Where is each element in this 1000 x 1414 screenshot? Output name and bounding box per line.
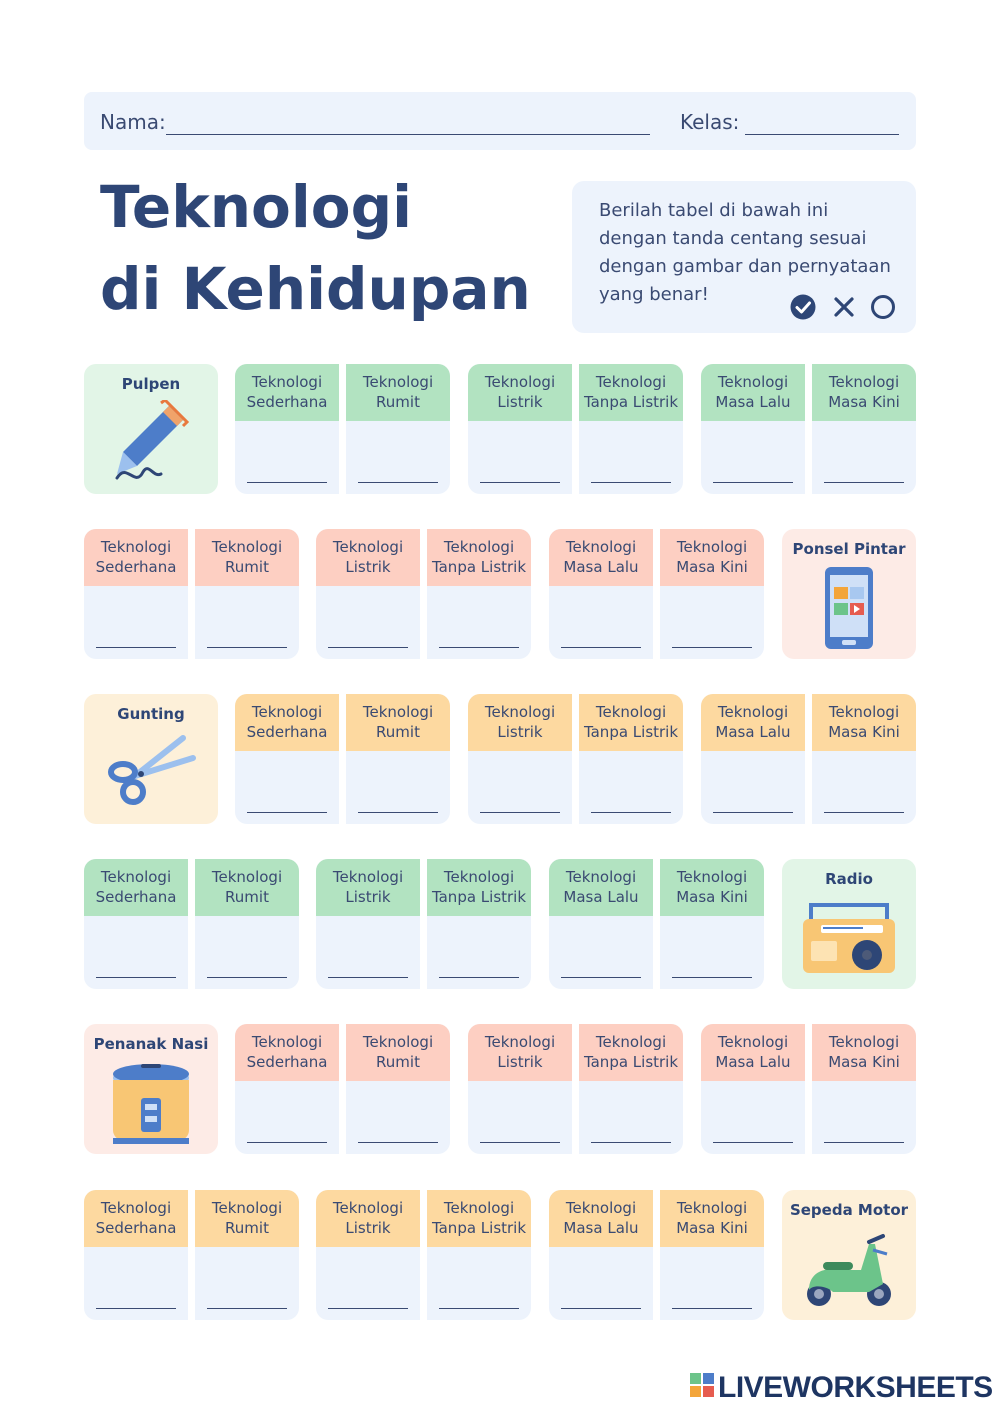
item-name: Pulpen: [121, 375, 181, 393]
cell-header: Teknologi Sederhana: [235, 1024, 339, 1081]
cell-header: Teknologi Tanpa Listrik: [427, 859, 531, 916]
cell-sederhana[interactable]: [84, 1190, 188, 1320]
class-label: Kelas:: [680, 110, 740, 134]
name-class-bar: [84, 92, 916, 150]
cell-listrik[interactable]: [316, 529, 420, 659]
answer-line: [358, 482, 438, 483]
category-group: [84, 529, 299, 659]
cell-masa-kini[interactable]: [660, 859, 764, 989]
cell-tanpa-listrik[interactable]: [427, 859, 531, 989]
cell-masa-lalu[interactable]: [701, 694, 805, 824]
liveworksheets-brand: LIVEWORKSHEETS: [718, 1371, 993, 1404]
answer-line: [672, 647, 752, 648]
answer-line: [328, 977, 408, 978]
category-group: [316, 1190, 531, 1320]
answer-line: [561, 647, 641, 648]
cell-header: Teknologi Sederhana: [235, 364, 339, 421]
instruction-text: Berilah tabel di bawah ini dengan tanda centang sesuai dengan gambar dan pernyataan yang benar!: [599, 200, 891, 305]
cell-masa-kini[interactable]: [812, 364, 916, 494]
cell-header: Teknologi Masa Kini: [660, 529, 764, 586]
category-group: [701, 364, 916, 494]
category-group: [235, 694, 450, 824]
circle-icon: [870, 294, 896, 320]
answer-line: [561, 977, 641, 978]
item-name: Penanak Nasi: [93, 1035, 209, 1053]
cross-icon: [831, 294, 857, 320]
answer-line: [207, 977, 287, 978]
cell-listrik[interactable]: [316, 859, 420, 989]
item-tile-sepeda-motor: [782, 1190, 916, 1320]
cell-rumit[interactable]: [346, 694, 450, 824]
item-tile-ponsel-pintar: [782, 529, 916, 659]
cell-header: Teknologi Masa Lalu: [549, 529, 653, 586]
cell-header: Teknologi Rumit: [195, 1190, 299, 1247]
answer-line: [713, 812, 793, 813]
answer-line: [207, 647, 287, 648]
instruction-box: [572, 181, 916, 333]
cell-masa-kini[interactable]: [812, 1024, 916, 1154]
scooter-icon: [799, 1226, 899, 1316]
cell-header: Teknologi Sederhana: [84, 529, 188, 586]
cell-masa-kini[interactable]: [812, 694, 916, 824]
answer-line: [247, 482, 327, 483]
answer-line: [561, 1308, 641, 1309]
item-name: Gunting: [117, 705, 185, 723]
cell-tanpa-listrik[interactable]: [427, 1190, 531, 1320]
category-group: [316, 859, 531, 989]
cell-rumit[interactable]: [346, 1024, 450, 1154]
cell-header: Teknologi Tanpa Listrik: [427, 529, 531, 586]
cell-sederhana[interactable]: [235, 1024, 339, 1154]
cell-tanpa-listrik[interactable]: [579, 1024, 683, 1154]
cell-masa-kini[interactable]: [660, 529, 764, 659]
cell-header: Teknologi Listrik: [468, 1024, 572, 1081]
cell-rumit[interactable]: [195, 1190, 299, 1320]
answer-line: [328, 647, 408, 648]
cell-header: Teknologi Listrik: [468, 694, 572, 751]
answer-line: [358, 1142, 438, 1143]
cell-sederhana[interactable]: [84, 529, 188, 659]
cell-tanpa-listrik[interactable]: [427, 529, 531, 659]
cell-header: Teknologi Listrik: [316, 529, 420, 586]
liveworksheets-logo-icon: [690, 1373, 714, 1397]
answer-line: [96, 977, 176, 978]
item-tile-gunting: [84, 694, 218, 824]
cell-header: Teknologi Sederhana: [84, 859, 188, 916]
answer-line: [439, 647, 519, 648]
cell-masa-lalu[interactable]: [701, 364, 805, 494]
cell-header: Teknologi Rumit: [346, 694, 450, 751]
answer-line: [672, 1308, 752, 1309]
cell-header: Teknologi Tanpa Listrik: [579, 1024, 683, 1081]
cell-header: Teknologi Tanpa Listrik: [579, 364, 683, 421]
cell-header: Teknologi Rumit: [346, 364, 450, 421]
category-group: [701, 1024, 916, 1154]
cell-header: Teknologi Sederhana: [235, 694, 339, 751]
cell-header: Teknologi Tanpa Listrik: [427, 1190, 531, 1247]
scissors-icon: [101, 730, 201, 820]
page-title-line2: di Kehidupan: [100, 255, 531, 323]
answer-line: [591, 1142, 671, 1143]
answer-line: [480, 1142, 560, 1143]
cell-tanpa-listrik[interactable]: [579, 694, 683, 824]
cell-header: Teknologi Rumit: [346, 1024, 450, 1081]
cell-header: Teknologi Masa Kini: [812, 694, 916, 751]
category-group: [235, 1024, 450, 1154]
cell-header: Teknologi Listrik: [316, 859, 420, 916]
cell-header: Teknologi Masa Lalu: [701, 1024, 805, 1081]
smartphone-icon: [799, 565, 899, 655]
cell-header: Teknologi Tanpa Listrik: [579, 694, 683, 751]
answer-line: [713, 482, 793, 483]
answer-line: [824, 812, 904, 813]
category-group: [316, 529, 531, 659]
cell-header: Teknologi Listrik: [316, 1190, 420, 1247]
answer-line: [713, 1142, 793, 1143]
cell-sederhana[interactable]: [235, 364, 339, 494]
category-group: [549, 859, 764, 989]
cell-sederhana[interactable]: [84, 859, 188, 989]
cell-listrik[interactable]: [468, 694, 572, 824]
rice-cooker-icon: [101, 1060, 201, 1150]
cell-header: Teknologi Masa Lalu: [549, 1190, 653, 1247]
item-tile-penanak-nasi: [84, 1024, 218, 1154]
category-group: [84, 859, 299, 989]
cell-masa-lalu[interactable]: [549, 529, 653, 659]
cell-masa-kini[interactable]: [660, 1190, 764, 1320]
answer-line: [247, 812, 327, 813]
answer-line: [672, 977, 752, 978]
category-group: [468, 694, 683, 824]
item-name: Sepeda Motor: [789, 1201, 909, 1219]
cell-rumit[interactable]: [346, 364, 450, 494]
cell-header: Teknologi Masa Lalu: [549, 859, 653, 916]
cell-rumit[interactable]: [195, 529, 299, 659]
pen-icon: [101, 400, 201, 490]
radio-icon: [799, 895, 899, 985]
answer-line: [439, 977, 519, 978]
answer-line: [480, 812, 560, 813]
cell-header: Teknologi Listrik: [468, 364, 572, 421]
answer-line: [328, 1308, 408, 1309]
category-group: [84, 1190, 299, 1320]
answer-line: [207, 1308, 287, 1309]
item-name: Ponsel Pintar: [792, 540, 906, 558]
cell-masa-lalu[interactable]: [549, 1190, 653, 1320]
cell-listrik[interactable]: [316, 1190, 420, 1320]
name-input-line[interactable]: [166, 134, 650, 135]
class-input-line[interactable]: [745, 134, 899, 135]
answer-line: [824, 1142, 904, 1143]
category-group: [468, 364, 683, 494]
answer-line: [439, 1308, 519, 1309]
answer-line: [358, 812, 438, 813]
answer-line: [247, 1142, 327, 1143]
cell-header: Teknologi Masa Kini: [812, 364, 916, 421]
category-group: [549, 529, 764, 659]
cell-masa-lalu[interactable]: [549, 859, 653, 989]
answer-line: [824, 482, 904, 483]
category-group: [235, 364, 450, 494]
cell-header: Teknologi Masa Kini: [812, 1024, 916, 1081]
cell-header: Teknologi Rumit: [195, 859, 299, 916]
answer-line: [591, 812, 671, 813]
name-label: Nama:: [100, 110, 166, 134]
cell-header: Teknologi Masa Lalu: [701, 364, 805, 421]
cell-header: Teknologi Masa Lalu: [701, 694, 805, 751]
check-circle-icon: [790, 294, 816, 320]
item-tile-radio: [782, 859, 916, 989]
cell-header: Teknologi Masa Kini: [660, 1190, 764, 1247]
cell-listrik[interactable]: [468, 364, 572, 494]
answer-line: [96, 1308, 176, 1309]
answer-line: [591, 482, 671, 483]
category-group: [701, 694, 916, 824]
answer-line: [96, 647, 176, 648]
item-name: Radio: [825, 870, 873, 888]
category-group: [468, 1024, 683, 1154]
cell-rumit[interactable]: [195, 859, 299, 989]
cell-masa-lalu[interactable]: [701, 1024, 805, 1154]
category-group: [549, 1190, 764, 1320]
item-tile-pulpen: [84, 364, 218, 494]
answer-line: [480, 482, 560, 483]
cell-header: Teknologi Masa Kini: [660, 859, 764, 916]
cell-listrik[interactable]: [468, 1024, 572, 1154]
cell-tanpa-listrik[interactable]: [579, 364, 683, 494]
cell-sederhana[interactable]: [235, 694, 339, 824]
page-title-line1: Teknologi: [100, 173, 413, 241]
cell-header: Teknologi Rumit: [195, 529, 299, 586]
cell-header: Teknologi Sederhana: [84, 1190, 188, 1247]
